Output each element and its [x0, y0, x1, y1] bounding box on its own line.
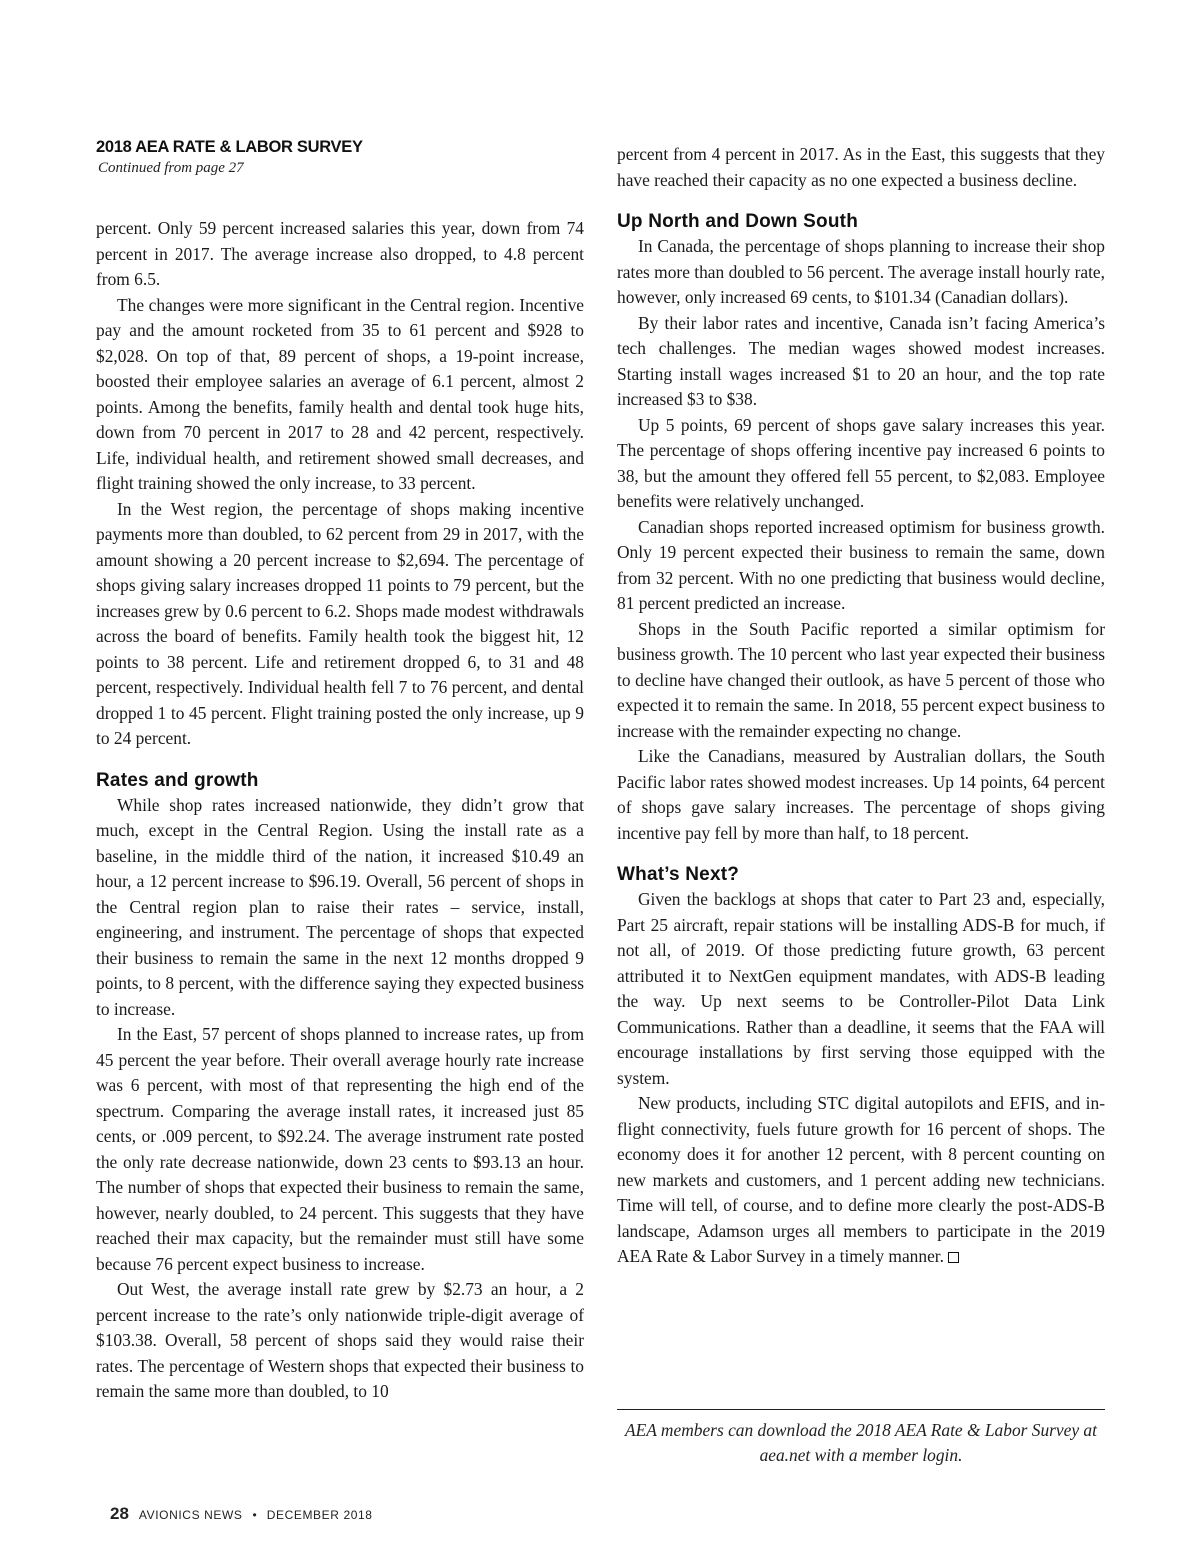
subhead-up-north-and-down-south: Up North and Down South — [617, 211, 859, 232]
paragraph: The changes were more significant in the Central region. Incentive pay and the amount rocketed from 35 to 61 percent and $928 to $2,028. On top of that, 89 percent of shops, a 19-point increase, boosted their employee salaries an average of 6.1 percent, almost 2 points. Among the benefits, family health and dental took huge hits, down from 70 percent in 2017 to 28 and 42 percent, respectively. Life, individual health, and retirement showed small decreases, and flight training showed the only increase, to 33 percent. — [96, 294, 584, 493]
paragraph — [617, 1091, 1105, 1270]
footer-separator: • — [252, 1508, 257, 1522]
subhead-rates-and-growth: Rates and growth — [96, 769, 259, 791]
subhead-whats-next: What’s Next? — [617, 864, 740, 885]
paragraph: By their labor rates and incentive, Canada isn’t facing America’s tech challenges. The median wages showed modest increases. Starting install wages increased $1 to 20 an hour, and the top rate increased $3 to $38. — [617, 312, 1105, 409]
section-kicker: 2018 AEA RATE & LABOR SURVEY — [96, 138, 363, 156]
paragraph: Out West, the average install rate grew by $2.73 an hour, a 2 percent increase to the rate’s only nationwide triple-digit average of $103.38. Overall, 58 percent of shops said they would raise their rates. The percentage of Western shops that expected their business to remain the same more than doubled, to 10 — [96, 1279, 584, 1401]
paragraph: percent. Only 59 percent increased salaries this year, down from 74 percent in 2017. The average increase also dropped, to 4.8 percent from 6.5. — [96, 218, 584, 289]
left-column — [96, 216, 584, 1405]
download-note: AEA members can download the 2018 AEA Rate & Labor Survey at aea.net with a member login. — [625, 1420, 1097, 1465]
paragraph: Shops in the South Pacific reported a similar optimism for business growth. The 10 percent who last year expected their business to decline have changed their outlook, as have 5 percent of those who expected it to remain the same. In 2018, 55 percent expect business to increase with the remainder expecting no change. — [617, 618, 1105, 741]
right-column — [617, 142, 1105, 1270]
paragraph: Given the backlogs at shops that cater to Part 23 and, especially, Part 25 aircraft, repair stations will be installing ADS-B for much, if not all, of 2019. Of those predicting future growth, 63 percent attributed it to NextGen equipment mandates, with ADS-B leading the way. Up next seems to be Controller-Pilot Data Link Communications. Rather than a deadline, it seems that the FAA will encourage installations by first serving those equipped with the system. — [617, 889, 1105, 1088]
page-number: 28 — [110, 1504, 129, 1523]
continued-note: Continued from page 27 — [98, 160, 244, 176]
paragraph: Like the Canadians, measured by Australian dollars, the South Pacific labor rates showed modest increases. Up 14 points, 64 percent of shops gave salary increases. The percentage of shops giving incentive pay fell by more than half, to 18 percent. — [617, 746, 1105, 843]
paragraph: In the West region, the percentage of shops making incentive payments more than doubled, to 62 percent from 29 in 2017, with the amount showing a 20 percent increase to $2,694. The percentage of shops giving salary increases dropped 11 points to 79 percent, but the increases grew by 0.6 percent to 6.2. Shops made modest withdrawals across the board of benefits. Family health took the biggest hit, 12 points to 38 percent. Life and retirement dropped 6, to 31 and 48 percent, respectively. Individual health fell 7 to 76 percent, and dental dropped 1 to 45 percent. Flight training posted the only increase, up 9 to 24 percent. — [96, 498, 584, 748]
end-mark-box-icon — [948, 1252, 959, 1263]
paragraph: In the East, 57 percent of shops planned to increase rates, up from 45 percent the year before. Their overall average hourly rate increase was 6 percent, with most of that representing the high end of the spectrum. Comparing the average install rates, it increased just 85 cents, or .009 percent, to $92.24. The average instrument rate posted the only rate decrease nationwide, down 23 cents to $93.13 an hour. The number of shops that expected their business to remain the same, however, nearly doubled, to 24 percent. This suggests that they have reached their max capacity, but the remainder must still have some because 76 percent expect business to increase. — [96, 1024, 584, 1274]
divider-rule — [617, 1409, 1105, 1410]
publication-name: AVIONICS NEWS — [138, 1508, 243, 1522]
issue-date: DECEMBER 2018 — [266, 1508, 373, 1522]
paragraph: While shop rates increased nationwide, they didn’t grow that much, except in the Central Region. Using the install rate as a baseline, in the middle third of the nation, it increased $10.49 an hour, a 12 percent increase to $96.19. Overall, 56 percent of shops in the Central region plan to raise their rates – service, install, engineering, and instrument. The percentage of shops that expected their business to remain the same in the next 12 months dropped 9 points, to 8 percent, with the difference saying they expected business to increase. — [96, 794, 584, 1019]
paragraph: Canadian shops reported increased optimism for business growth. Only 19 percent expected their business to remain the same, down from 32 percent. With no one predicting that business would decline, 81 percent predicted an increase. — [617, 516, 1105, 613]
paragraph: In Canada, the percentage of shops planning to increase their shop rates more than doubled to 56 percent. The average install hourly rate, however, only increased 69 cents, to $101.34 (Canadian dollars). — [617, 236, 1105, 307]
paragraph: Up 5 points, 69 percent of shops gave salary increases this year. The percentage of shops offering incentive pay increased 6 points to 38, but the amount they offered fell 55 percent, to $2,083. Employee benefits were relatively unchanged. — [617, 414, 1105, 511]
paragraph: percent from 4 percent in 2017. As in the East, this suggests that they have reached their capacity as no one expected a business decline. — [617, 144, 1105, 190]
closing-paragraph-text: New products, including STC digital autopilots and EFIS, and in-flight connectivity, fuels future growth for 16 percent of shops. The economy does it for another 12 percent, with 8 percent counting on new markets and customers, and 1 percent adding new technicians. Time will tell, of course, and to define more clearly the post-ADS-B landscape, Adamson urges all members to participate in the 2019 AEA Rate & Labor Survey in a timely manner. — [617, 1093, 1105, 1266]
page-footer — [110, 1504, 373, 1524]
